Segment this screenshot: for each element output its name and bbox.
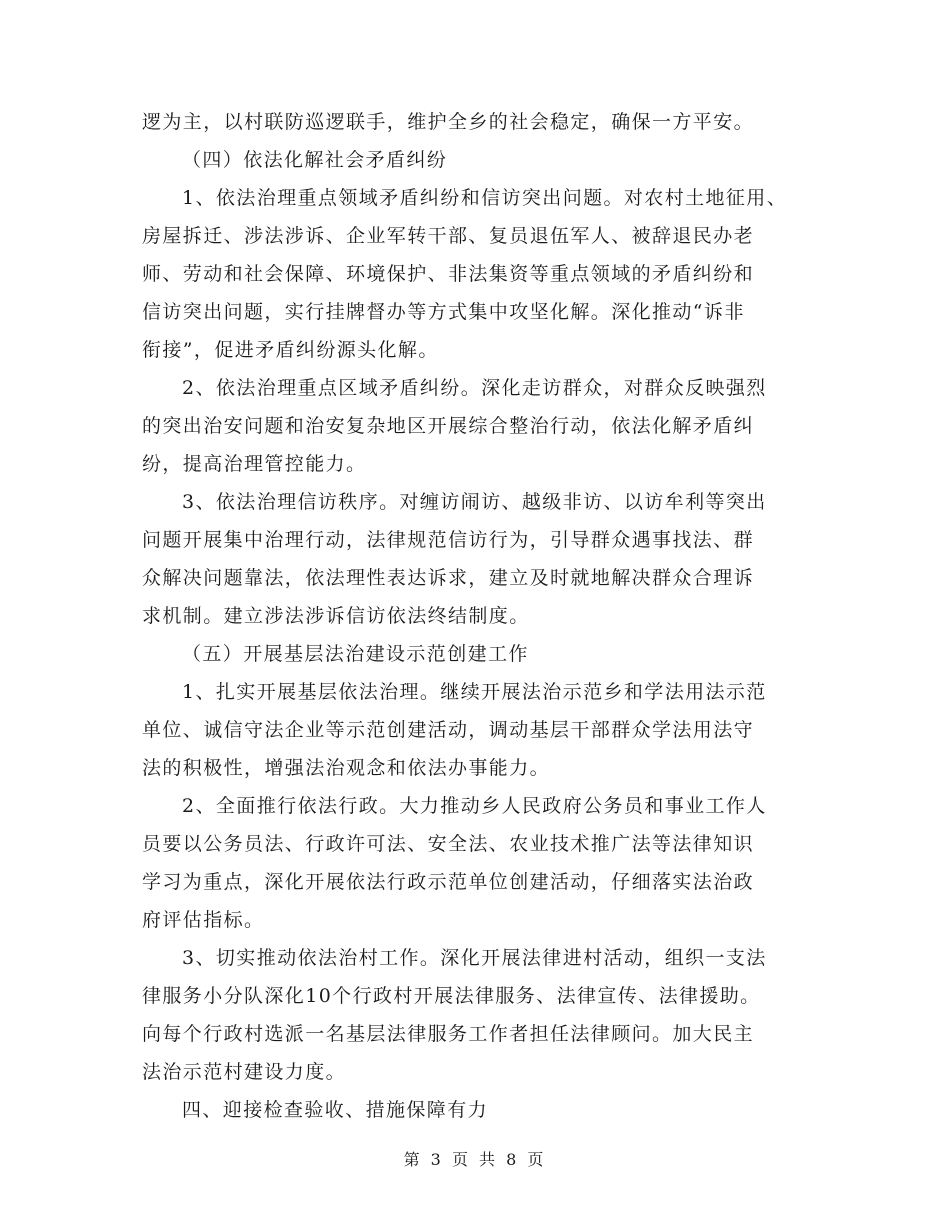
- paragraph-first-line: （四）依法化解社会矛盾纠纷: [182, 149, 448, 171]
- paragraph-line: 向每个行政村选派一名基层法律服务工作者担任法律顾问。加大民主: [142, 1023, 755, 1045]
- paragraph-first-line: 1、依法治理重点领域矛盾纠纷和信访突出问题。对农村土地征用、: [182, 187, 788, 209]
- paragraph-line: 众解决问题靠法，依法理性表达诉求，建立及时就地解决群众合理诉: [142, 567, 755, 589]
- page-footer: 第 3 页 共 8 页: [403, 1150, 547, 1169]
- paragraph-first-line: 2、全面推行依法行政。大力推动乡人民政府公务员和事业工作人: [182, 795, 767, 817]
- paragraph-line: 求机制。建立涉法涉诉信访依法终结制度。: [142, 605, 530, 627]
- paragraph-line: 法的积极性，增强法治观念和依法办事能力。: [142, 757, 551, 779]
- paragraph-line: 衔接”，促进矛盾纠纷源头化解。: [142, 339, 439, 361]
- paragraph-first-line: 1、扎实开展基层依法治理。继续开展法治示范乡和学法用法示范: [182, 681, 767, 703]
- paragraph-first-line: 2、依法治理重点区域矛盾纠纷。深化走访群众，对群众反映强烈: [182, 377, 767, 399]
- paragraph-line: 逻为主，以村联防巡逻联手，维护全乡的社会稳定，确保一方平安。: [142, 111, 755, 133]
- paragraph-first-line: 四、迎接检查验收、措施保障有力: [182, 1099, 489, 1121]
- paragraph-line: 师、劳动和社会保障、环境保护、非法集资等重点领域的矛盾纠纷和: [142, 263, 755, 285]
- paragraph-line: 问题开展集中治理行动，法律规范信访行为，引导群众遇事找法、群: [142, 529, 755, 551]
- paragraph-line: 单位、诚信守法企业等示范创建活动，调动基层干部群众学法用法守: [142, 719, 755, 741]
- paragraph-line: 律服务小分队深化10个行政村开展法律服务、法律宣传、法律援助。: [142, 985, 761, 1007]
- paragraph-line: 的突出治安问题和治安复杂地区开展综合整治行动，依法化解矛盾纠: [142, 415, 755, 437]
- paragraph-first-line: （五）开展基层法治建设示范创建工作: [182, 643, 529, 665]
- paragraph-line: 员要以公务员法、行政许可法、安全法、农业技术推广法等法律知识: [142, 833, 755, 855]
- paragraph-first-line: 3、依法治理信访秩序。对缠访闹访、越级非访、以访牟利等突出: [182, 491, 767, 513]
- paragraph-line: 学习为重点，深化开展依法行政示范单位创建活动，仔细落实法治政: [142, 871, 755, 893]
- paragraph-line: 法治示范村建设力度。: [142, 1061, 347, 1083]
- paragraph-first-line: 3、切实推动依法治村工作。深化开展法律进村活动，组织一支法: [182, 947, 767, 969]
- paragraph-line: 府评估指标。: [142, 909, 265, 931]
- paragraph-line: 信访突出问题，实行挂牌督办等方式集中攻坚化解。深化推动“诉非: [142, 301, 745, 323]
- paragraph-line: 纷，提高治理管控能力。: [142, 453, 367, 475]
- paragraph-line: 房屋拆迁、涉法涉诉、企业军转干部、复员退伍军人、被辞退民办老: [142, 225, 755, 247]
